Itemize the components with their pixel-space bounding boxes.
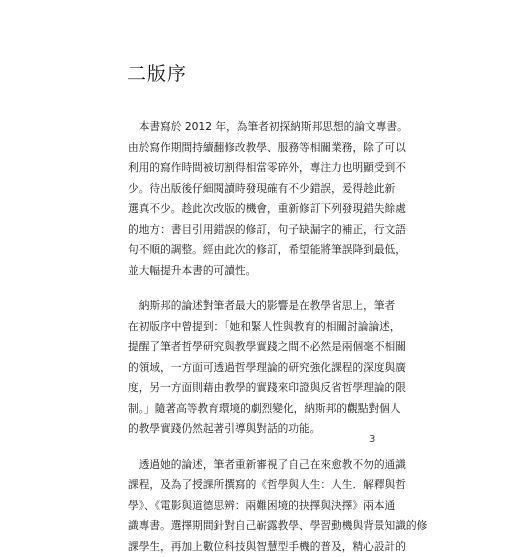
text-line: 學》、《電影與道德思辨：兩難困境的抉擇與決擇》兩本通 <box>128 496 388 517</box>
paragraph-3 <box>128 455 388 557</box>
text-line: 選真不少。趁此次改版的機會，重新修訂下列發現錯失餘處 <box>128 199 388 220</box>
text-line: 並大幅提升本書的可讀性。 <box>128 261 388 282</box>
text-line: 由於寫作期間持續翻修改教學、服務等相關業務，除了可以 <box>128 138 388 159</box>
text-line: 利用的寫作時間被切割得相當零碎外，專注力也明顯受到不 <box>128 158 388 179</box>
text-line: 度，另一方面則藉由教學的實踐來印證與反省哲學理論的限 <box>128 378 388 399</box>
paragraph-1 <box>128 117 388 281</box>
text-line: 納斯邦的論述對筆者最大的影響是在教學省思上，筆者 <box>128 296 388 317</box>
text-line: 的地方：書目引用錯誤的修訂，句子缺漏字的補正，行文語 <box>128 220 388 241</box>
text-line: 在初版序中曾提到：「她和緊人性與教育的相關討論論述， <box>128 317 388 338</box>
text-line: 課程，及為了授課所撰寫的《哲學與人生：人生．解釋與哲 <box>128 475 388 496</box>
text-line: 的教學實踐仍然起著引導與對話的功能。 <box>128 419 388 440</box>
text-line: 課學生，再加上數位科技與智慧型手機的普及，精心設計的 <box>128 537 388 557</box>
text-line: 識專書。選擇期間針對自己嶄露教學、學習動機與背景知識的修 <box>128 516 388 537</box>
text-line: 句不順的調整。經由此次的修訂，希望能將筆誤降到最低， <box>128 240 388 261</box>
preface-title: 二版序 <box>127 59 187 86</box>
text-line: 提醒了筆者哲學研究與教學實踐之間不必然是兩個毫不相關 <box>128 337 388 358</box>
preface-body <box>128 117 388 557</box>
text-line: 少。待出版後仔細閱讀時發現確有不少錯誤，爰得趁此新 <box>128 179 388 200</box>
text-line: 透過她的論述，筆者重新審視了自己在來愈教不勿的通識 <box>128 455 388 476</box>
text-line: 制。」隨著高等教育環境的劇烈變化，納斯邦的觀點對個人 <box>128 399 388 420</box>
text-line: 的領域，一方面可透過哲學理論的研究強化課程的深度與廣 <box>128 358 388 379</box>
text-line: 本書寫於 2012 年，為筆者初探納斯邦思想的論文專書。 <box>128 117 388 138</box>
paragraph-2 <box>128 296 388 440</box>
page-number: 3 <box>369 434 375 445</box>
